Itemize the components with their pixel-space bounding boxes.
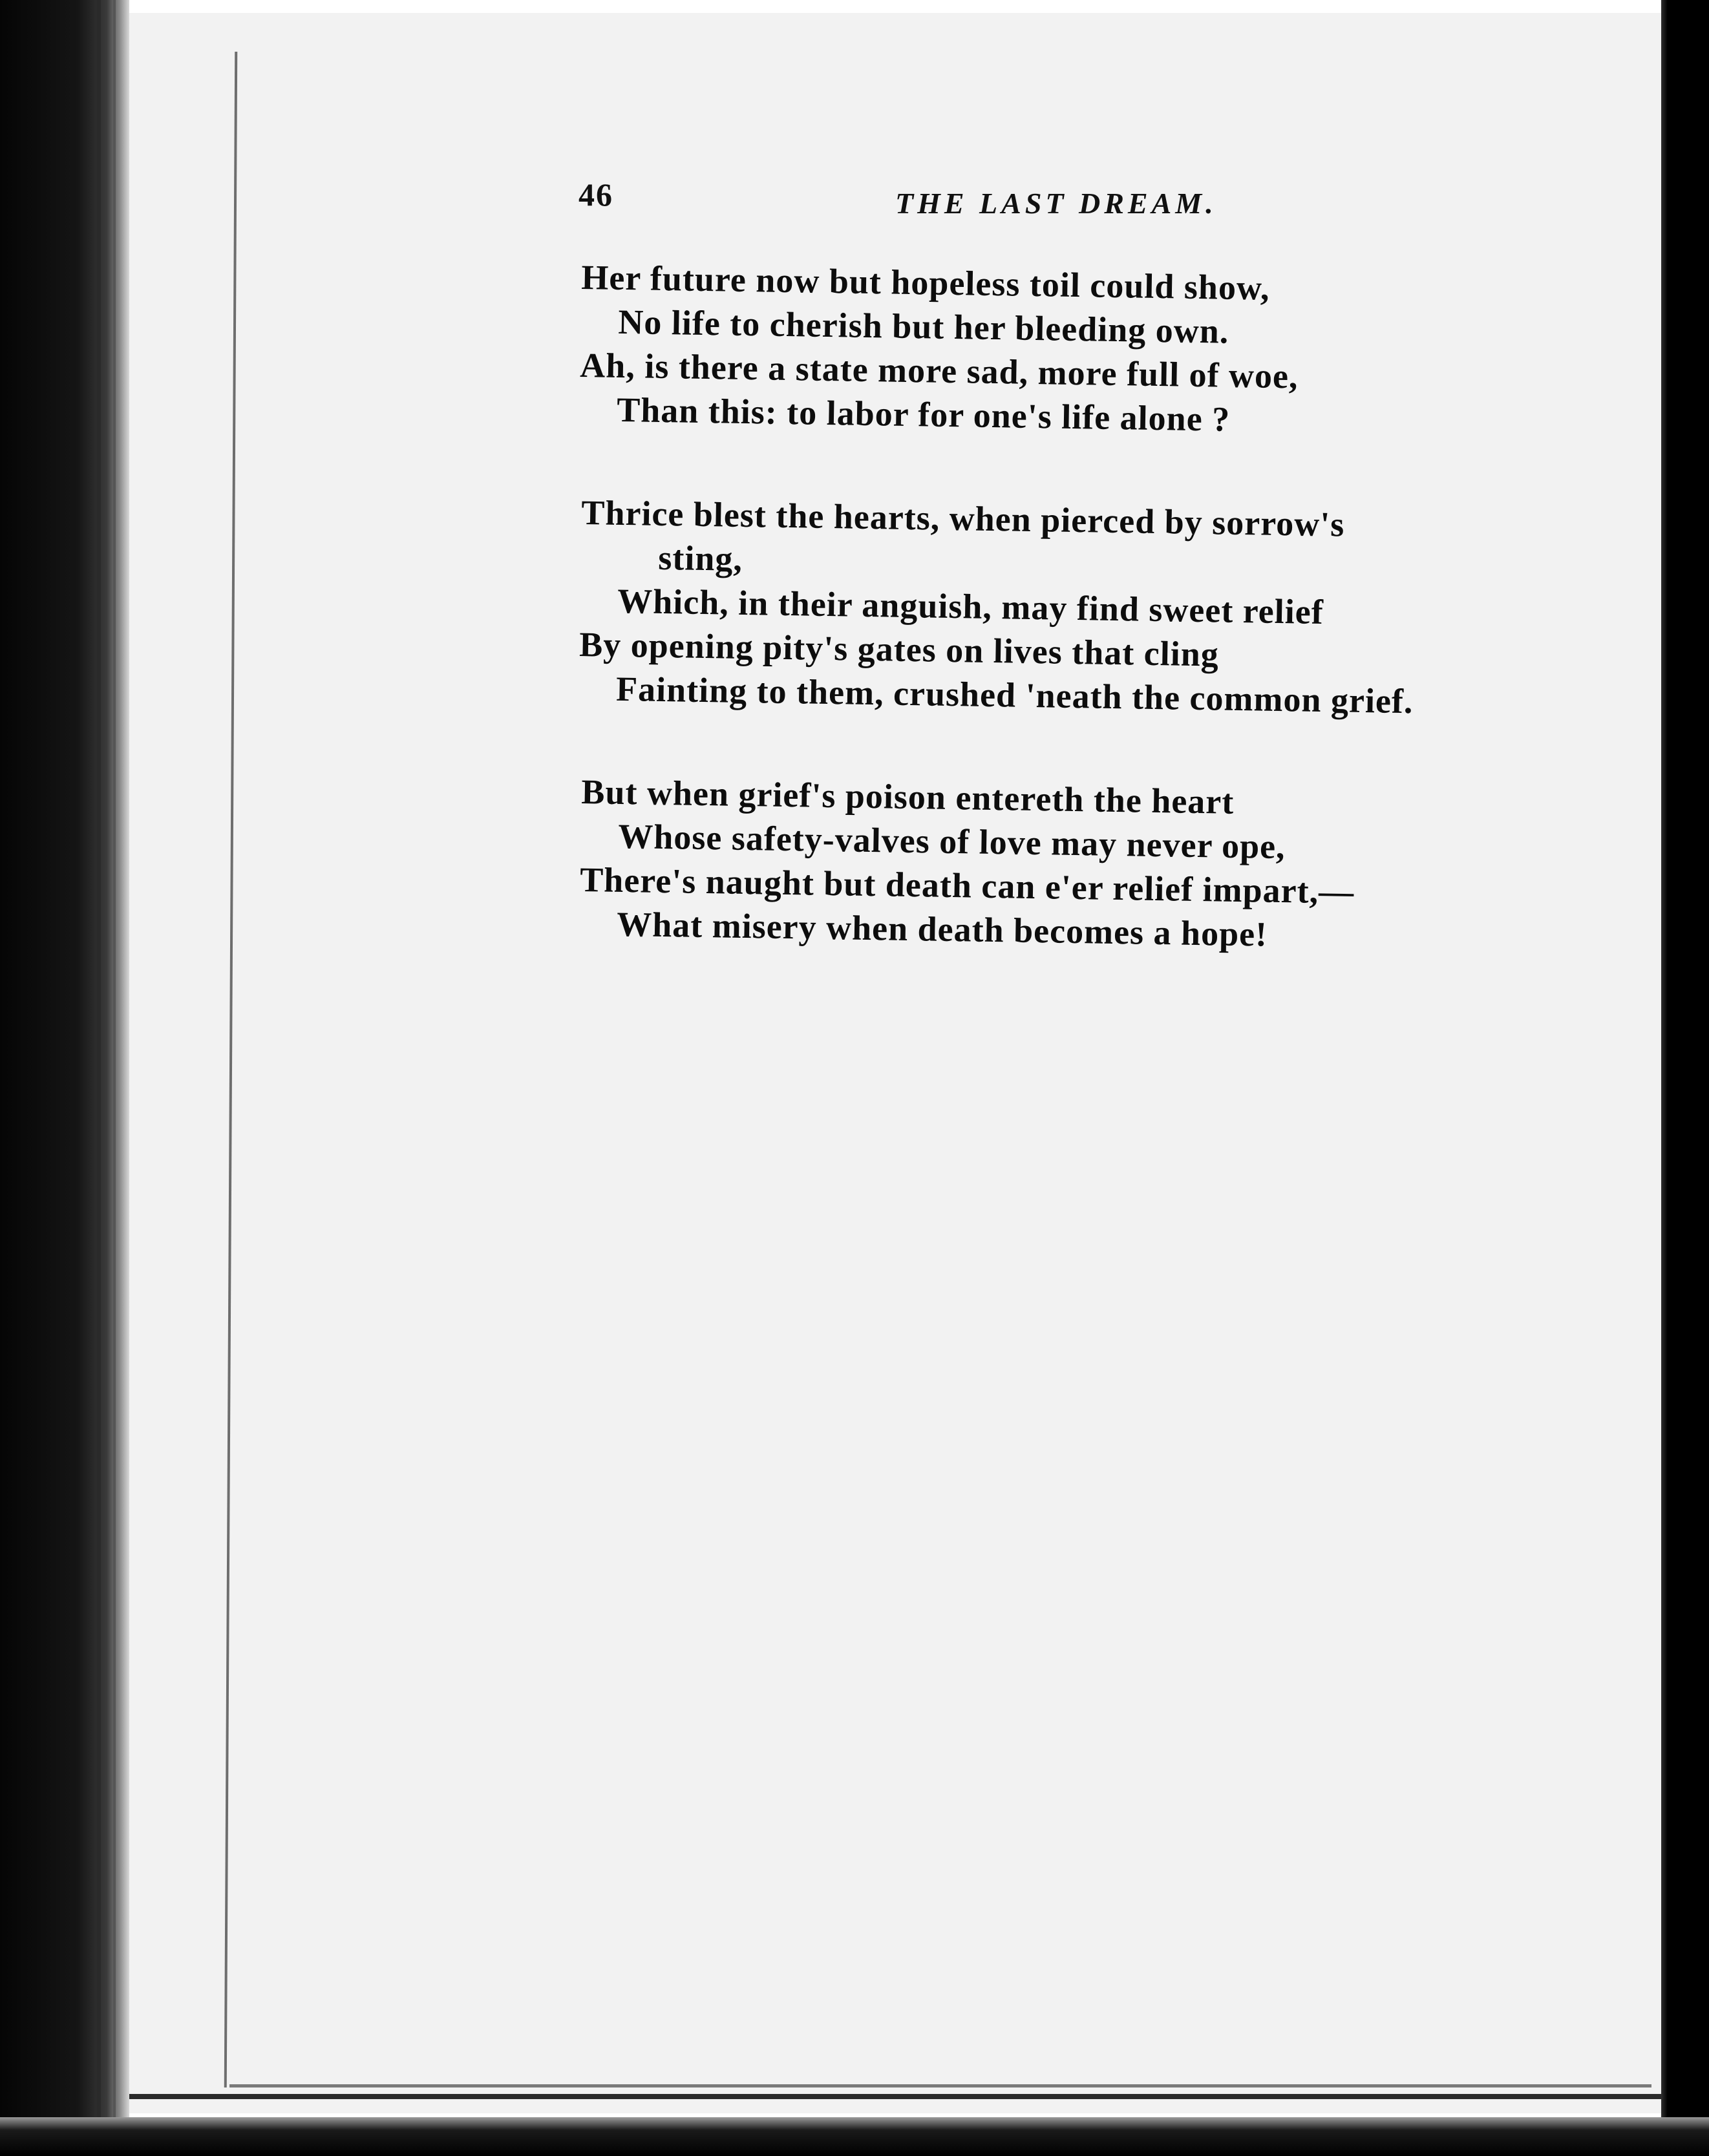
stanza — [579, 255, 1590, 447]
verse-line: Her future now but hopeless toil could show, — [580, 257, 1270, 308]
stanza — [579, 491, 1590, 726]
verse-line: Thrice blest the hearts, when pierced by sorrow's — [580, 492, 1345, 544]
binding-stripe — [97, 0, 101, 2156]
binding-stripe — [113, 0, 116, 2156]
scan-bottom-edge — [0, 2117, 1709, 2156]
stanza — [579, 770, 1590, 961]
verse-line: By opening pity's gates on lives that cling — [579, 624, 1220, 674]
verse-line: Whose safety-valves of love may never ope, — [617, 816, 1286, 867]
verse-line: But when grief's poison entereth the heart — [580, 772, 1235, 821]
verse-line: Ah, is there a state more sad, more full of woe, — [579, 345, 1299, 396]
running-head — [579, 176, 1290, 227]
verse-line: There's naught but death can e'er relief impart,— — [579, 860, 1355, 911]
verse-line: Which, in their anguish, may find sweet relief — [617, 581, 1324, 632]
page-bottom-rule — [129, 2094, 1661, 2099]
verse-line: sting, — [657, 538, 743, 578]
running-title: THE LAST DREAM. — [895, 187, 1217, 220]
page-fold-line — [224, 52, 237, 2087]
book-binding — [0, 0, 129, 2156]
poem-body — [579, 255, 1590, 1005]
page-bottom-edge — [229, 2084, 1651, 2087]
page-number: 46 — [579, 176, 613, 213]
verse-line: No life to cherish but her bleeding own. — [617, 302, 1229, 351]
verse-line: Than this: to labor for one's life alone ? — [616, 390, 1231, 439]
scan-right-edge — [1661, 0, 1709, 2156]
verse-line: Fainting to them, crushed 'neath the common grief. — [615, 669, 1414, 721]
verse-line: What misery when death becomes a hope! — [616, 904, 1268, 954]
